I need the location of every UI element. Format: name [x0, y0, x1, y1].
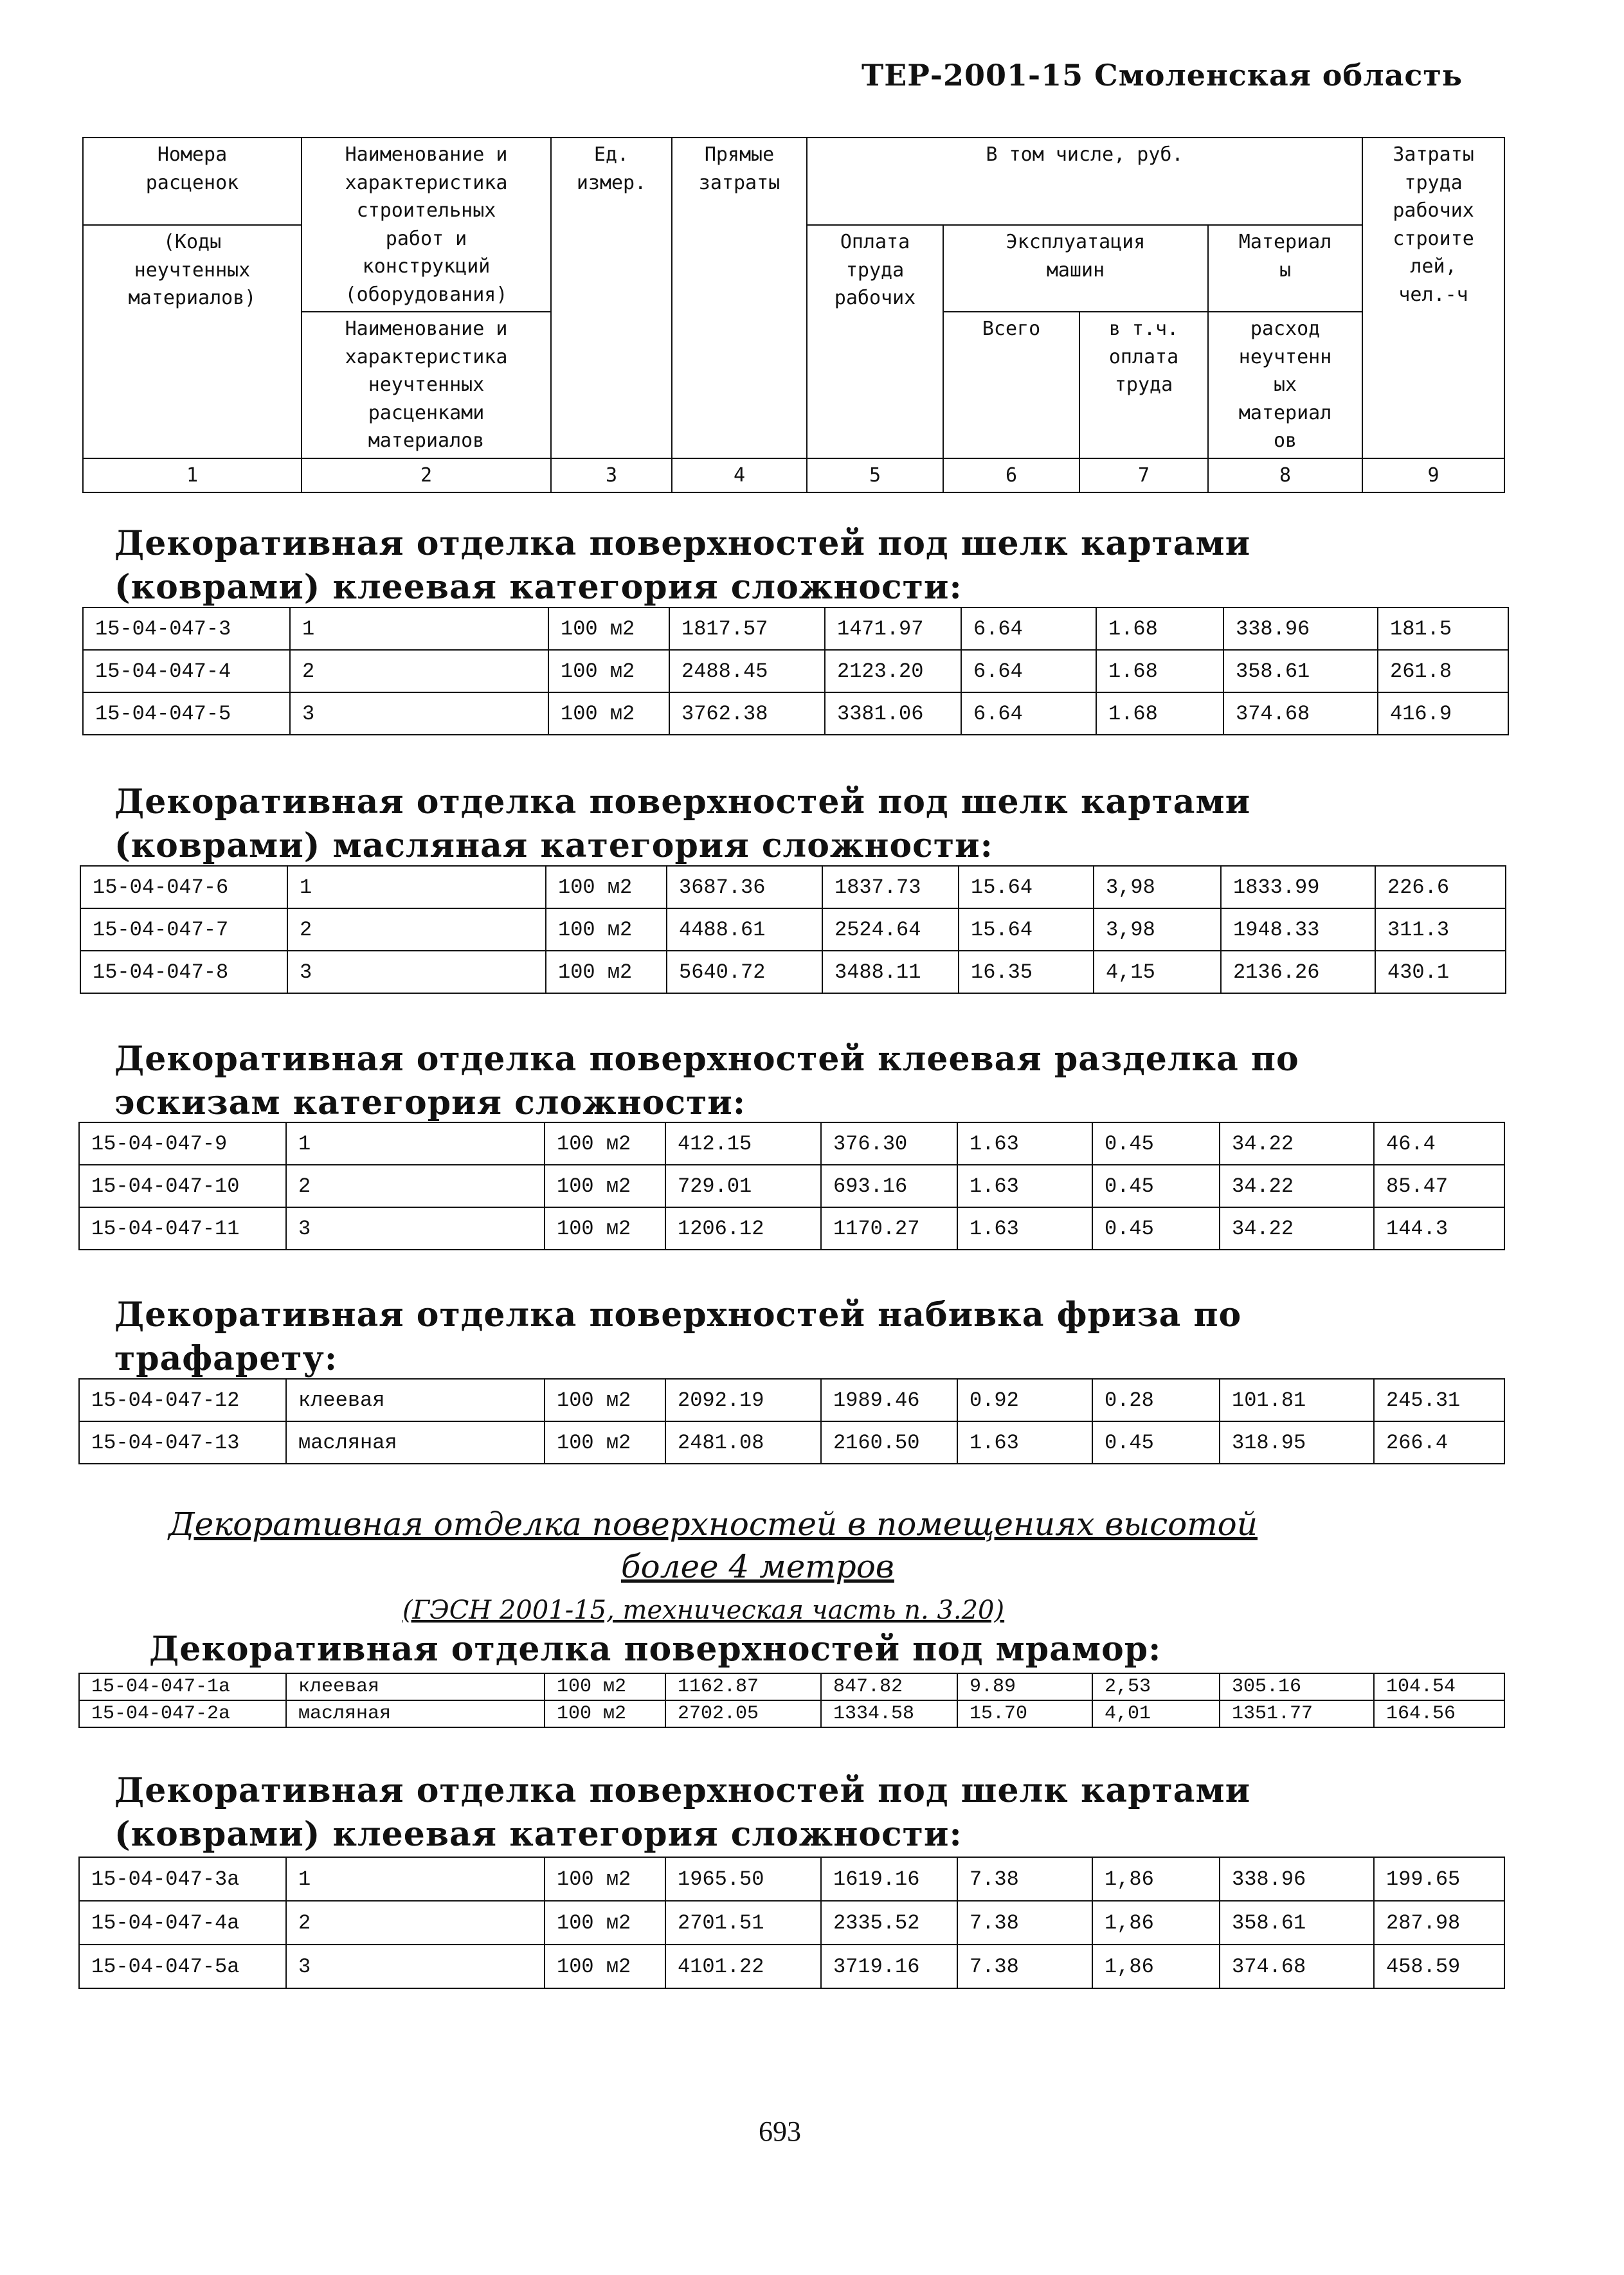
cell-materials: 1833.99 — [1221, 866, 1375, 908]
cell-labor-hours: 144.3 — [1374, 1207, 1504, 1250]
cell-materials: 34.22 — [1220, 1122, 1374, 1165]
cell-materials: 374.68 — [1220, 1945, 1374, 1988]
cell-unit: 100 м2 — [546, 951, 667, 993]
cell-unit: 100 м2 — [545, 1421, 665, 1464]
cell-worker-wages: 3381.06 — [825, 692, 961, 735]
cell-direct-costs: 729.01 — [665, 1165, 821, 1207]
cell-worker-wages: 2123.20 — [825, 650, 961, 692]
cell-worker-wages: 1837.73 — [822, 866, 959, 908]
cell-rate-code: 15-04-047-11 — [79, 1207, 286, 1250]
cell-machine-total: 7.38 — [957, 1945, 1092, 1988]
header-materials: Материал ы — [1208, 225, 1362, 312]
cell-rate-code: 15-04-047-13 — [79, 1421, 286, 1464]
table-row — [83, 607, 1508, 650]
header-col-number: 4 — [672, 458, 807, 493]
cell-unit: 100 м2 — [548, 650, 669, 692]
cell-worker-wages: 376.30 — [821, 1122, 957, 1165]
cell-direct-costs: 1206.12 — [665, 1207, 821, 1250]
rates-table — [78, 1673, 1505, 1728]
cell-materials: 338.96 — [1223, 607, 1378, 650]
table-row — [79, 1673, 1504, 1700]
cell-labor-hours: 104.54 — [1374, 1673, 1504, 1700]
header-rate-numbers: Номера расценок — [83, 138, 302, 225]
cell-materials: 1351.77 — [1220, 1700, 1374, 1727]
cell-labor-hours: 46.4 — [1374, 1122, 1504, 1165]
cell-machine-wages: 2,53 — [1092, 1673, 1220, 1700]
header-col-number: 7 — [1079, 458, 1208, 493]
cell-work-description: 3 — [287, 951, 546, 993]
cell-work-description: 3 — [286, 1945, 545, 1988]
page-number: 693 — [759, 2116, 801, 2147]
cell-rate-code: 15-04-047-3а — [79, 1857, 286, 1901]
cell-rate-code: 15-04-047-7 — [80, 908, 287, 951]
header-material-name: Наименование и характеристика неучтенных расценками материалов — [302, 312, 551, 458]
table-row — [79, 1945, 1504, 1988]
cell-direct-costs: 4488.61 — [667, 908, 822, 951]
section-title: Декоративная отделка поверхностей клеевая разделка по эскизам категория сложности: — [114, 1039, 1299, 1122]
cell-rate-code: 15-04-047-9 — [79, 1122, 286, 1165]
cell-rate-code: 15-04-047-1а — [79, 1673, 286, 1700]
header-col-number: 9 — [1362, 458, 1504, 493]
table-row — [79, 1165, 1504, 1207]
cell-machine-total: 0.92 — [957, 1379, 1092, 1421]
cell-work-description: 1 — [290, 607, 548, 650]
cell-materials: 34.22 — [1220, 1165, 1374, 1207]
cell-labor-hours: 181.5 — [1378, 607, 1508, 650]
cell-rate-code: 15-04-047-4 — [83, 650, 290, 692]
header-col-number: 1 — [83, 458, 302, 493]
header-unit: Ед. измер. — [551, 138, 672, 458]
cell-labor-hours: 261.8 — [1378, 650, 1508, 692]
rates-table — [78, 1378, 1505, 1464]
cell-work-description: масляная — [286, 1700, 545, 1727]
header-col-number: 5 — [807, 458, 943, 493]
cell-machine-wages: 1,86 — [1092, 1857, 1220, 1901]
cell-labor-hours: 311.3 — [1375, 908, 1506, 951]
cell-work-description: масляная — [286, 1421, 545, 1464]
cell-materials: 1948.33 — [1221, 908, 1375, 951]
rates-table — [78, 1122, 1505, 1250]
cell-rate-code: 15-04-047-4а — [79, 1901, 286, 1945]
cell-direct-costs: 1817.57 — [669, 607, 825, 650]
cell-worker-wages: 3488.11 — [822, 951, 959, 993]
cell-rate-code: 15-04-047-3 — [83, 607, 290, 650]
cell-worker-wages: 2160.50 — [821, 1421, 957, 1464]
cell-rate-code: 15-04-047-6 — [80, 866, 287, 908]
cell-direct-costs: 2702.05 — [665, 1700, 821, 1727]
document-title: ТЕР-2001-15 Смоленская область — [862, 58, 1463, 93]
cell-unit: 100 м2 — [545, 1673, 665, 1700]
cell-worker-wages: 1471.97 — [825, 607, 961, 650]
header-machine-total: Всего — [943, 312, 1079, 458]
cell-machine-total: 7.38 — [957, 1857, 1092, 1901]
cell-unit: 100 м2 — [545, 1901, 665, 1945]
cell-unit: 100 м2 — [545, 1379, 665, 1421]
cell-machine-wages: 1.68 — [1096, 607, 1223, 650]
cell-machine-wages: 3,98 — [1094, 908, 1221, 951]
table-row — [79, 1700, 1504, 1727]
cell-machine-total: 6.64 — [961, 692, 1096, 735]
cell-direct-costs: 3762.38 — [669, 692, 825, 735]
cell-materials: 318.95 — [1220, 1421, 1374, 1464]
cell-unit: 100 м2 — [546, 866, 667, 908]
table-row — [79, 1122, 1504, 1165]
header-col-number: 6 — [943, 458, 1079, 493]
cell-unit: 100 м2 — [545, 1122, 665, 1165]
cell-materials: 305.16 — [1220, 1673, 1374, 1700]
cell-machine-wages: 0.45 — [1092, 1122, 1220, 1165]
cell-machine-wages: 4,15 — [1094, 951, 1221, 993]
cell-machine-total: 15.64 — [959, 908, 1094, 951]
cell-machine-wages: 0.45 — [1092, 1165, 1220, 1207]
cell-materials: 34.22 — [1220, 1207, 1374, 1250]
section-title: Декоративная отделка поверхностей под мрамор: — [149, 1630, 1162, 1669]
header-wages: Оплата труда рабочих — [807, 225, 943, 458]
cell-direct-costs: 4101.22 — [665, 1945, 821, 1988]
cell-work-description: клеевая — [286, 1673, 545, 1700]
cell-machine-total: 6.64 — [961, 607, 1096, 650]
table-row — [79, 1379, 1504, 1421]
header-work-name: Наименование и характеристика строительных работ и конструкций (оборудования) — [302, 138, 551, 312]
italic-section-title: Декоративная отделка поверхностей в помещениях высотой — [168, 1506, 1258, 1543]
cell-direct-costs: 1965.50 — [665, 1857, 821, 1901]
cell-machine-total: 15.70 — [957, 1700, 1092, 1727]
cell-labor-hours: 199.65 — [1374, 1857, 1504, 1901]
cell-worker-wages: 1989.46 — [821, 1379, 957, 1421]
header-including: В том числе, руб. — [807, 138, 1362, 225]
cell-unit: 100 м2 — [546, 908, 667, 951]
cell-machine-wages: 3,98 — [1094, 866, 1221, 908]
cell-work-description: 1 — [287, 866, 546, 908]
header-direct-costs: Прямые затраты — [672, 138, 807, 458]
cell-unit: 100 м2 — [545, 1165, 665, 1207]
cell-worker-wages: 1334.58 — [821, 1700, 957, 1727]
cell-materials: 338.96 — [1220, 1857, 1374, 1901]
cell-rate-code: 15-04-047-2а — [79, 1700, 286, 1727]
cell-direct-costs: 5640.72 — [667, 951, 822, 993]
cell-rate-code: 15-04-047-5 — [83, 692, 290, 735]
cell-machine-total: 1.63 — [957, 1165, 1092, 1207]
cell-work-description: 1 — [286, 1122, 545, 1165]
cell-unit: 100 м2 — [545, 1207, 665, 1250]
cell-machine-wages: 0.28 — [1092, 1379, 1220, 1421]
cell-labor-hours: 287.98 — [1374, 1901, 1504, 1945]
cell-machine-wages: 1.68 — [1096, 650, 1223, 692]
cell-materials: 358.61 — [1220, 1901, 1374, 1945]
cell-machine-total: 6.64 — [961, 650, 1096, 692]
table-row — [83, 650, 1508, 692]
cell-machine-total: 1.63 — [957, 1207, 1092, 1250]
cell-machine-total: 7.38 — [957, 1901, 1092, 1945]
cell-worker-wages: 1170.27 — [821, 1207, 957, 1250]
section-title: Декоративная отделка поверхностей под шелк картами (коврами) клеевая категория сложности: — [114, 524, 1251, 607]
table-row — [79, 1207, 1504, 1250]
table-row — [80, 866, 1506, 908]
cell-machine-wages: 1,86 — [1092, 1945, 1220, 1988]
cell-direct-costs: 412.15 — [665, 1122, 821, 1165]
cell-direct-costs: 2092.19 — [665, 1379, 821, 1421]
header-col-number: 8 — [1208, 458, 1362, 493]
header-table — [82, 137, 1505, 493]
cell-materials: 2136.26 — [1221, 951, 1375, 993]
cell-materials: 101.81 — [1220, 1379, 1374, 1421]
cell-machine-wages: 1,86 — [1092, 1901, 1220, 1945]
cell-unit: 100 м2 — [545, 1700, 665, 1727]
cell-machine-wages: 0.45 — [1092, 1207, 1220, 1250]
cell-machine-wages: 1.68 — [1096, 692, 1223, 735]
cell-work-description: 3 — [286, 1207, 545, 1250]
cell-machine-total: 1.63 — [957, 1421, 1092, 1464]
cell-machine-total: 16.35 — [959, 951, 1094, 993]
cell-rate-code: 15-04-047-10 — [79, 1165, 286, 1207]
cell-rate-code: 15-04-047-5а — [79, 1945, 286, 1988]
cell-machine-total: 9.89 — [957, 1673, 1092, 1700]
cell-direct-costs: 3687.36 — [667, 866, 822, 908]
cell-direct-costs: 2701.51 — [665, 1901, 821, 1945]
rates-table — [80, 865, 1506, 994]
cell-worker-wages: 693.16 — [821, 1165, 957, 1207]
cell-labor-hours: 85.47 — [1374, 1165, 1504, 1207]
italic-section-subtitle: (ГЭСН 2001-15, техническая часть п. 3.20) — [402, 1596, 1005, 1625]
table-row — [80, 951, 1506, 993]
cell-work-description: 2 — [286, 1901, 545, 1945]
table-row — [79, 1901, 1504, 1945]
cell-unit: 100 м2 — [548, 692, 669, 735]
cell-labor-hours: 164.56 — [1374, 1700, 1504, 1727]
cell-worker-wages: 2335.52 — [821, 1901, 957, 1945]
header-material-consumption: расход неучтенн ых материал ов — [1208, 312, 1362, 458]
section-title: Декоративная отделка поверхностей под шелк картами (коврами) масляная категория сложности: — [114, 782, 1251, 865]
cell-rate-code: 15-04-047-12 — [79, 1379, 286, 1421]
rates-table — [82, 607, 1509, 735]
cell-labor-hours: 266.4 — [1374, 1421, 1504, 1464]
table-row — [80, 908, 1506, 951]
table-row — [83, 692, 1508, 735]
cell-direct-costs: 2481.08 — [665, 1421, 821, 1464]
cell-worker-wages: 847.82 — [821, 1673, 957, 1700]
cell-direct-costs: 1162.87 — [665, 1673, 821, 1700]
cell-machine-wages: 0.45 — [1092, 1421, 1220, 1464]
cell-work-description: 2 — [290, 650, 548, 692]
section-title: Декоративная отделка поверхностей набивка фриза по трафарету: — [114, 1295, 1242, 1378]
rates-table — [78, 1857, 1505, 1989]
cell-labor-hours: 226.6 — [1375, 866, 1506, 908]
cell-labor-hours: 245.31 — [1374, 1379, 1504, 1421]
cell-rate-code: 15-04-047-8 — [80, 951, 287, 993]
cell-machine-total: 15.64 — [959, 866, 1094, 908]
section-title: Декоративная отделка поверхностей под шелк картами (коврами) клеевая категория сложности: — [114, 1771, 1251, 1854]
cell-worker-wages: 2524.64 — [822, 908, 959, 951]
cell-work-description: 2 — [286, 1165, 545, 1207]
cell-work-description: клеевая — [286, 1379, 545, 1421]
cell-work-description: 1 — [286, 1857, 545, 1901]
cell-machine-total: 1.63 — [957, 1122, 1092, 1165]
header-labor-costs: Затраты труда рабочих строите лей, чел.-ч — [1362, 138, 1504, 458]
header-machine-operation: Эксплуатация машин — [943, 225, 1208, 312]
cell-materials: 374.68 — [1223, 692, 1378, 735]
cell-worker-wages: 1619.16 — [821, 1857, 957, 1901]
header-col-number: 3 — [551, 458, 672, 493]
header-col-number: 2 — [302, 458, 551, 493]
cell-work-description: 3 — [290, 692, 548, 735]
cell-labor-hours: 458.59 — [1374, 1945, 1504, 1988]
italic-section-title: более 4 метров — [621, 1548, 894, 1585]
cell-unit: 100 м2 — [548, 607, 669, 650]
cell-direct-costs: 2488.45 — [669, 650, 825, 692]
cell-machine-wages: 4,01 — [1092, 1700, 1220, 1727]
table-row — [79, 1421, 1504, 1464]
cell-work-description: 2 — [287, 908, 546, 951]
header-machine-wages: в т.ч. оплата труда — [1079, 312, 1208, 458]
header-material-codes: (Коды неучтенных материалов) — [83, 225, 302, 458]
cell-labor-hours: 416.9 — [1378, 692, 1508, 735]
table-row — [79, 1857, 1504, 1901]
cell-worker-wages: 3719.16 — [821, 1945, 957, 1988]
cell-materials: 358.61 — [1223, 650, 1378, 692]
cell-unit: 100 м2 — [545, 1945, 665, 1988]
cell-unit: 100 м2 — [545, 1857, 665, 1901]
cell-labor-hours: 430.1 — [1375, 951, 1506, 993]
